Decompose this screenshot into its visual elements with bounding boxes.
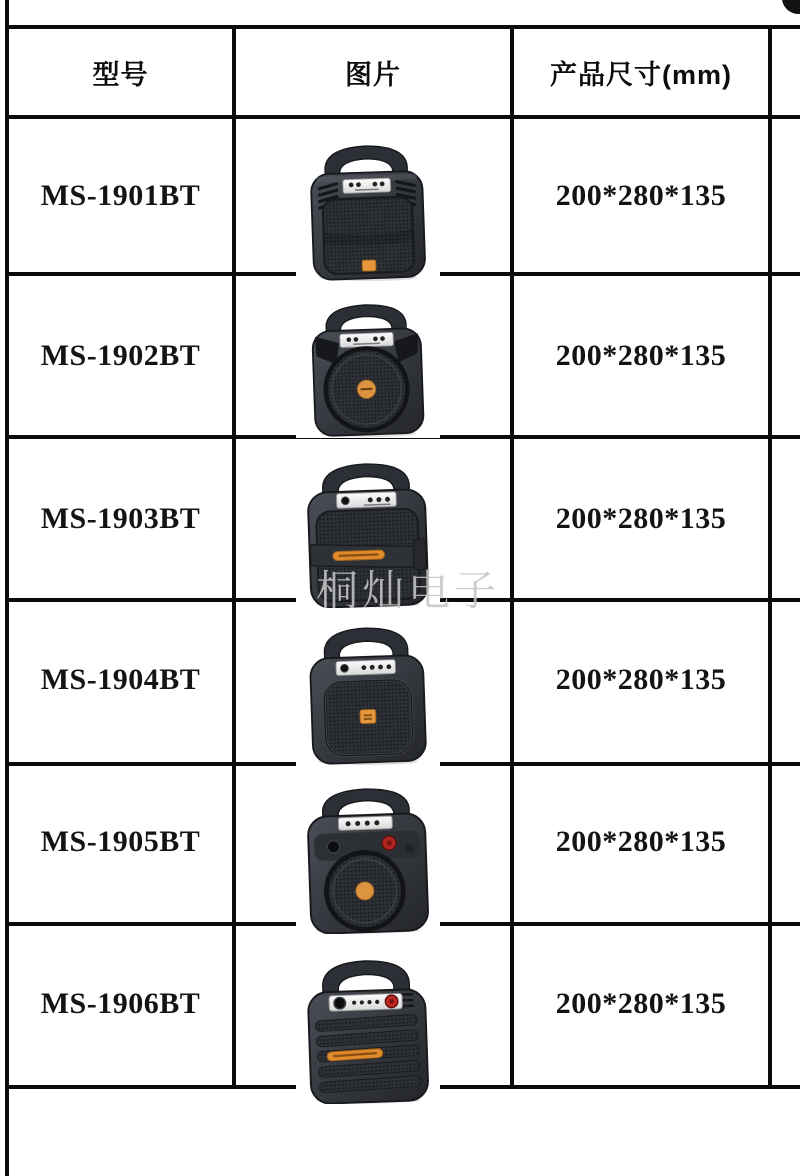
model-name: MS-1904BT	[40, 663, 201, 696]
model-name: MS-1903BT	[40, 501, 201, 535]
product-size: 200*280*135	[555, 178, 727, 212]
speaker-illustration	[296, 776, 440, 934]
speaker-illustration	[296, 296, 440, 438]
model-name: MS-1902BT	[40, 338, 201, 372]
header-model: 型号	[92, 59, 149, 90]
product-size: 200*280*135	[555, 501, 727, 535]
model-name: MS-1906BT	[40, 986, 201, 1020]
product-photo-ms-1904bt	[296, 618, 440, 766]
speaker-illustration	[296, 941, 440, 1104]
product-photo-ms-1905bt	[296, 776, 440, 934]
speaker-illustration	[296, 136, 440, 282]
table-border	[768, 25, 772, 1089]
product-photo-ms-1901bt	[296, 136, 440, 282]
product-size: 200*280*135	[555, 338, 727, 372]
cropped-corner-shape	[780, 0, 800, 15]
product-photo-ms-1902bt	[296, 296, 440, 438]
product-photo-ms-1906bt	[296, 941, 440, 1104]
speaker-illustration	[296, 618, 440, 766]
model-name: MS-1901BT	[40, 178, 201, 212]
product-size: 200*280*135	[555, 825, 727, 858]
product-size: 200*280*135	[555, 986, 727, 1020]
table-border	[232, 25, 236, 1089]
header-size: 产品尺寸(mm)	[550, 59, 732, 90]
header-image: 图片	[345, 59, 401, 90]
model-name: MS-1905BT	[40, 825, 201, 858]
product-size: 200*280*135	[555, 663, 727, 696]
watermark-text: 桐灿电子	[316, 569, 501, 615]
